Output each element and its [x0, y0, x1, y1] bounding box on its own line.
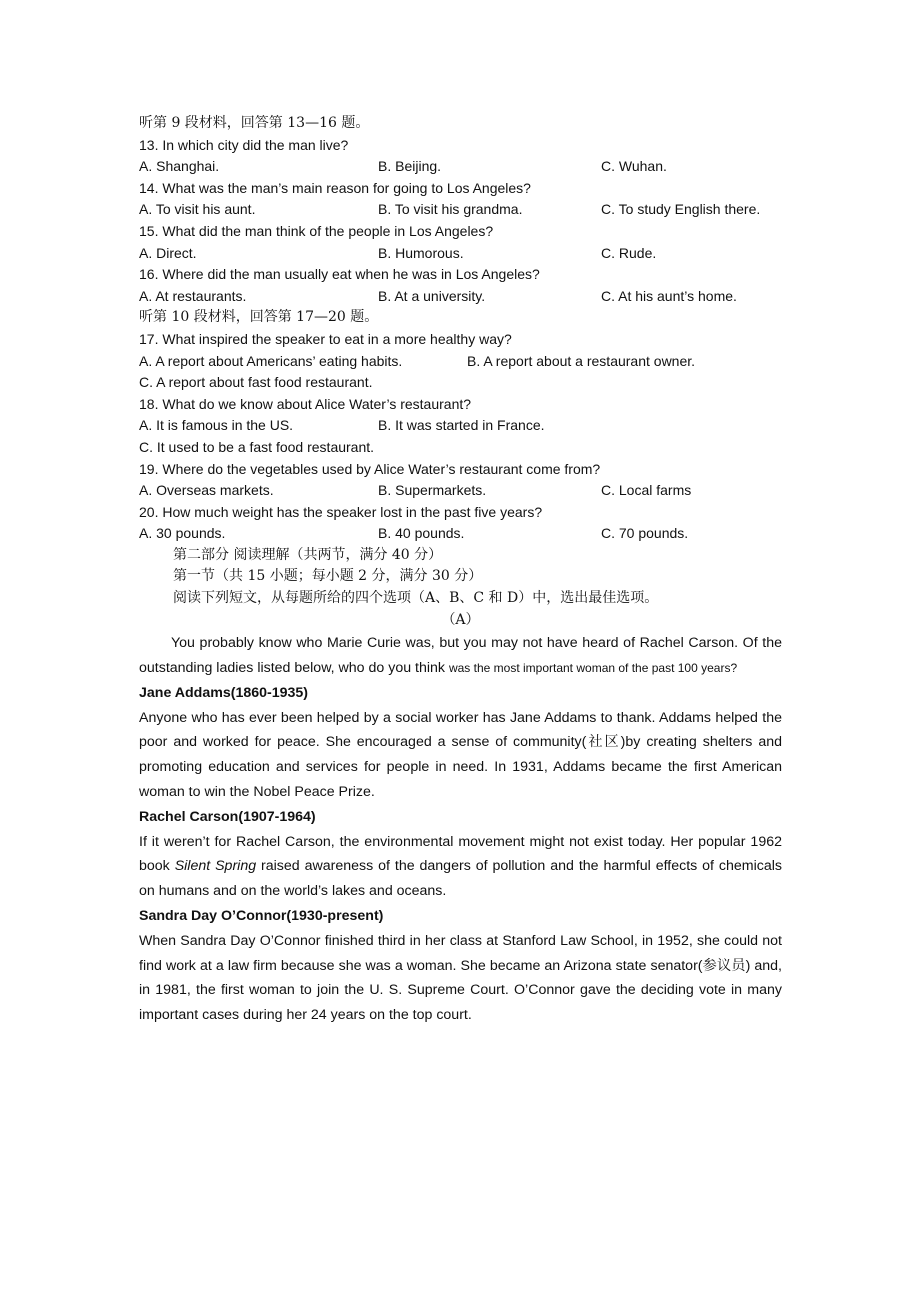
- option-b: B. A report about a restaurant owner.: [467, 352, 696, 369]
- section-10-instruction: 听第 10 段材料，回答第 17—20 题。: [139, 309, 379, 326]
- option-a: A. A report about Americans’ eating habits.: [139, 352, 403, 369]
- option-a: A. To visit his aunt.: [139, 201, 256, 218]
- intro-text-small: was the most important woman of the past 100 years?: [448, 661, 738, 676]
- question-20-options: [139, 523, 782, 545]
- option-c: C. 70 pounds.: [601, 525, 689, 542]
- question-19: 19. Where do the vegetables used by Alice Water’s restaurant come from?: [139, 460, 601, 477]
- option-b: B. Supermarkets.: [378, 482, 487, 499]
- question-16-options: [139, 286, 782, 308]
- intro-text: You probably know who Marie Curie was, but you may not have heard of Rachel Carson. Of the outstanding ladies listed below, who do you think: [139, 635, 782, 677]
- option-b: B. To visit his grandma.: [378, 201, 523, 218]
- carson-text-before: If it weren’t for Rachel Carson, the environmental movement might not exist today. Her popular 1962 book: [139, 833, 782, 875]
- option-b: B. Beijing.: [378, 158, 442, 175]
- question-14-options: [139, 199, 782, 221]
- passage-label: （A）: [441, 611, 480, 628]
- option-b: B. It was started in France.: [378, 417, 545, 434]
- question-15: 15. What did the man think of the people in Los Angeles?: [139, 222, 494, 239]
- question-15-options: [139, 243, 782, 265]
- question-20: 20. How much weight has the speaker lost in the past five years?: [139, 503, 543, 520]
- question-17: 17. What inspired the speaker to eat in a more healthy way?: [139, 330, 512, 347]
- option-a: A. Shanghai.: [139, 158, 220, 175]
- option-a: A. 30 pounds.: [139, 525, 226, 542]
- section-9-instruction: 听第 9 段材料，回答第 13—16 题。: [139, 115, 370, 131]
- option-a: A. Overseas markets.: [139, 482, 274, 499]
- option-c: C. At his aunt’s home.: [601, 287, 737, 304]
- passage-intro: [139, 631, 782, 681]
- option-a: A. It is famous in the US.: [139, 417, 294, 434]
- person-heading-oconnor: Sandra Day O’Connor(1930-present): [139, 908, 384, 925]
- person-heading-carson: Rachel Carson(1907-1964): [139, 808, 316, 825]
- person-paragraph-addams: Anyone who has ever been helped by a social worker has Jane Addams to thank. Addams helped the poor and worked for peace. She encouraged a sense of community(社区)by creating shelters and promoting education and services for people in need. In 1931, Addams became the first American woman to win the Nobel Peace Prize.: [139, 709, 782, 801]
- person-paragraph-carson: [139, 830, 782, 904]
- person-paragraph-oconnor: When Sandra Day O’Connor finished third in her class at Stanford Law School, in 1952, she could not find work at a law firm because she was a woman. She became an Arizona state senator(参议员) and, in 1981, the first woman to join the U. S. Supreme Court. O’Connor gave the deciding vote in many important cases during her 24 years on the top court.: [139, 932, 782, 1024]
- option-c: C. Rude.: [601, 244, 657, 261]
- option-c: C. A report about fast food restaurant.: [139, 374, 373, 391]
- option-b: B. 40 pounds.: [378, 525, 465, 542]
- question-13: 13. In which city did the man live?: [139, 136, 349, 153]
- option-b: B. Humorous.: [378, 244, 464, 261]
- option-a: A. At restaurants.: [139, 287, 247, 304]
- option-a: A. Direct.: [139, 244, 197, 261]
- book-title: Silent Spring: [174, 858, 257, 875]
- option-c: C. Local farms: [601, 482, 692, 499]
- person-heading-addams: Jane Addams(1860-1935): [139, 684, 309, 701]
- question-16: 16. Where did the man usually eat when he was in Los Angeles?: [139, 266, 540, 283]
- question-13-options: [139, 156, 782, 178]
- reading-instruction: 阅读下列短文，从每题所给的四个选项（A、B、C 和 D）中，选出最佳选项。: [173, 590, 659, 607]
- option-b: B. At a university.: [378, 287, 486, 304]
- carson-text-after: raised awareness of the dangers of pollution and the harmful effects of chemicals on humans and on the world’s lakes and oceans.: [139, 858, 782, 900]
- reading-part-title: 第二部分 阅读理解（共两节，满分 40 分）: [173, 546, 443, 563]
- option-c: C. Wuhan.: [601, 158, 667, 175]
- option-c: C. To study English there.: [601, 201, 761, 218]
- option-c: C. It used to be a fast food restaurant.: [139, 438, 375, 455]
- question-19-options: [139, 480, 782, 502]
- exam-page: [139, 113, 782, 1028]
- reading-section-title: 第一节（共 15 小题；每小题 2 分，满分 30 分）: [173, 568, 483, 585]
- question-14: 14. What was the man’s main reason for going to Los Angeles?: [139, 179, 531, 196]
- question-17-options-ab: [139, 351, 782, 373]
- question-18-options-ab: [139, 415, 782, 437]
- question-18: 18. What do we know about Alice Water’s restaurant?: [139, 395, 472, 412]
